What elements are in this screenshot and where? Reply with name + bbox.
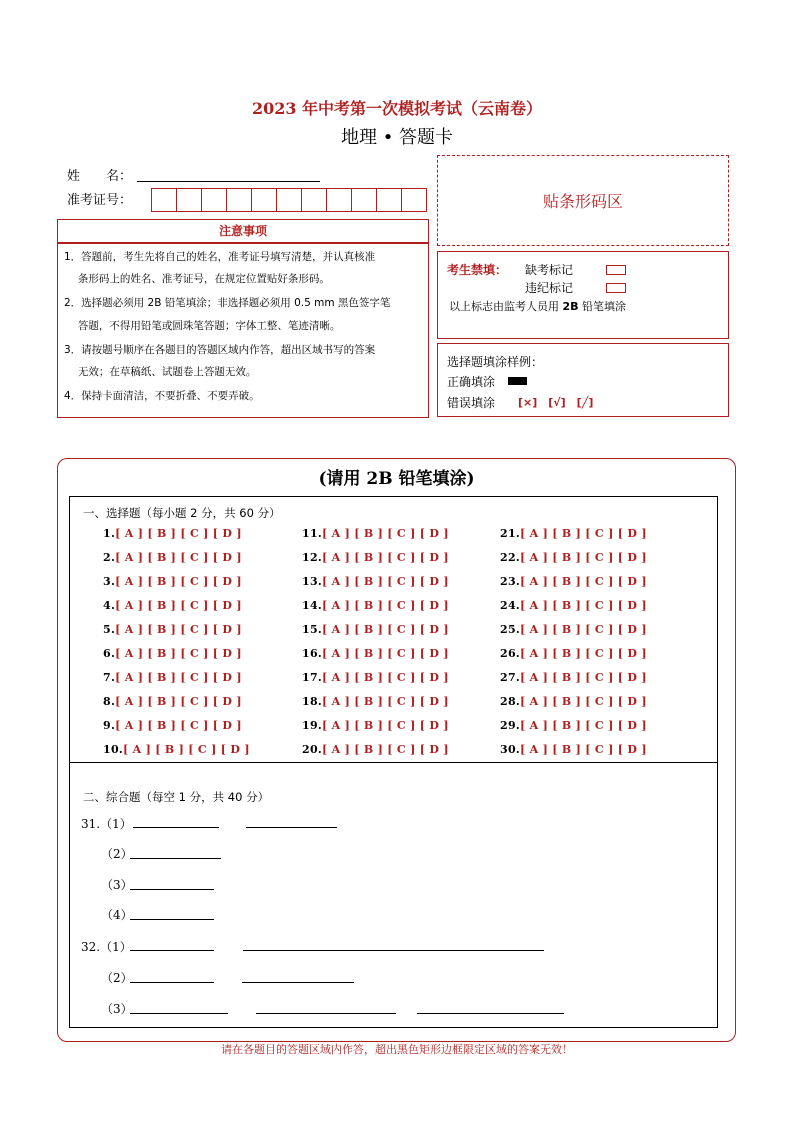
mc-question[interactable] xyxy=(302,671,449,684)
q32-2-blank-a[interactable] xyxy=(130,982,214,983)
mc-options[interactable]: [ A ] [ B ] [ C ] [ D ] xyxy=(322,647,449,660)
mc-options[interactable]: [ A ] [ B ] [ C ] [ D ] xyxy=(115,599,242,612)
mc-question[interactable] xyxy=(302,623,449,636)
mc-question-number: 1. xyxy=(103,527,116,540)
q31-3-label: （3） xyxy=(101,878,133,892)
barcode-area: 贴条形码区 xyxy=(437,155,729,246)
mc-question[interactable] xyxy=(103,671,242,684)
mc-question[interactable] xyxy=(302,551,449,564)
mc-question[interactable] xyxy=(103,743,250,756)
mc-question[interactable] xyxy=(500,599,647,612)
mc-question-number: 4. xyxy=(103,599,116,612)
mc-question-number: 23. xyxy=(500,575,521,588)
notes-box xyxy=(57,243,429,418)
mc-options[interactable]: [ A ] [ B ] [ C ] [ D ] xyxy=(123,743,250,756)
mc-question-number: 20. xyxy=(302,743,323,756)
mc-options[interactable]: [ A ] [ B ] [ C ] [ D ] xyxy=(322,743,449,756)
mc-question[interactable] xyxy=(103,599,242,612)
mc-options[interactable]: [ A ] [ B ] [ C ] [ D ] xyxy=(115,575,242,588)
mc-options[interactable]: [ A ] [ B ] [ C ] [ D ] xyxy=(520,647,647,660)
id-number-boxes[interactable] xyxy=(151,188,426,212)
mc-options[interactable]: [ A ] [ B ] [ C ] [ D ] xyxy=(520,719,647,732)
mc-options[interactable]: [ A ] [ B ] [ C ] [ D ] xyxy=(520,623,647,636)
mc-options[interactable]: [ A ] [ B ] [ C ] [ D ] xyxy=(322,551,449,564)
section-divider xyxy=(69,762,717,763)
mc-question-number: 24. xyxy=(500,599,521,612)
mc-question[interactable] xyxy=(302,575,449,588)
mc-options[interactable]: [ A ] [ B ] [ C ] [ D ] xyxy=(520,671,647,684)
mc-options[interactable]: [ A ] [ B ] [ C ] [ D ] xyxy=(322,527,449,540)
mc-question-number: 15. xyxy=(302,623,323,636)
mc-options[interactable]: [ A ] [ B ] [ C ] [ D ] xyxy=(520,599,647,612)
mc-question[interactable] xyxy=(500,575,647,588)
id-digit-box[interactable] xyxy=(151,188,177,212)
id-digit-box[interactable] xyxy=(201,188,227,212)
correct-fill-label: 正确填涂 xyxy=(447,375,496,389)
fill-sample-box xyxy=(437,343,729,417)
mc-options[interactable]: [ A ] [ B ] [ C ] [ D ] xyxy=(322,695,449,708)
q32-2-blank-b[interactable] xyxy=(242,982,354,983)
mc-options[interactable]: [ A ] [ B ] [ C ] [ D ] xyxy=(322,599,449,612)
q31-2-blank[interactable] xyxy=(130,858,221,859)
forbidden-note xyxy=(449,298,626,314)
section1-title: 一、选择题（每小题 2 分，共 60 分） xyxy=(83,506,281,520)
mc-question[interactable] xyxy=(302,527,449,540)
mc-question[interactable] xyxy=(103,551,242,564)
mc-question[interactable] xyxy=(500,623,647,636)
mc-options[interactable]: [ A ] [ B ] [ C ] [ D ] xyxy=(520,527,647,540)
wrong-fill-label: 错误填涂 xyxy=(447,396,496,410)
mc-question[interactable] xyxy=(500,527,647,540)
mc-question-number: 28. xyxy=(500,695,521,708)
id-digit-box[interactable] xyxy=(376,188,402,212)
q31-2-label: （2） xyxy=(101,847,133,861)
mc-question-number: 16. xyxy=(302,647,323,660)
mc-question-number: 3. xyxy=(103,575,116,588)
mc-options[interactable]: [ A ] [ B ] [ C ] [ D ] xyxy=(520,575,647,588)
name-label: 姓 名： xyxy=(67,169,133,184)
mc-options[interactable]: [ A ] [ B ] [ C ] [ D ] xyxy=(520,551,647,564)
absent-mark-label: 缺考标记 xyxy=(525,263,574,277)
forbidden-note-suffix: 铅笔填涂 xyxy=(582,300,627,313)
id-digit-box[interactable] xyxy=(301,188,327,212)
mc-question[interactable] xyxy=(103,527,242,540)
forbidden-note-prefix: 以上标志由监考人员用 xyxy=(449,300,559,313)
q32-3-blank-c[interactable] xyxy=(417,1013,564,1014)
mc-options[interactable]: [ A ] [ B ] [ C ] [ D ] xyxy=(115,719,242,732)
mc-question-number: 18. xyxy=(302,695,323,708)
mc-question-number: 6. xyxy=(103,647,116,660)
section2-title: 二、综合题（每空 1 分，共 40 分） xyxy=(83,790,270,804)
mc-question[interactable] xyxy=(302,599,449,612)
notes-item: 条形码上的姓名、准考证号，在规定位置贴好条形码。 xyxy=(64,273,330,285)
q32-3-blank-b[interactable] xyxy=(256,1013,396,1014)
mc-question-number: 2. xyxy=(103,551,116,564)
mc-question-number: 14. xyxy=(302,599,323,612)
mc-question-number: 21. xyxy=(500,527,521,540)
mc-question-number: 27. xyxy=(500,671,521,684)
mc-options[interactable]: [ A ] [ B ] [ C ] [ D ] xyxy=(115,623,242,636)
mc-question[interactable] xyxy=(103,623,242,636)
mc-question-number: 19. xyxy=(302,719,323,732)
q31-4-blank[interactable] xyxy=(130,919,214,920)
q32-3-blank-a[interactable] xyxy=(130,1013,228,1014)
mc-question-number: 22. xyxy=(500,551,521,564)
q31-1-label: 31.（1） xyxy=(81,817,132,831)
exam-subtitle: 地理 • 答题卡 xyxy=(340,127,454,148)
mc-question[interactable] xyxy=(500,551,647,564)
mc-options[interactable]: [ A ] [ B ] [ C ] [ D ] xyxy=(520,743,647,756)
q31-4-label: （4） xyxy=(101,908,133,922)
id-digit-box[interactable] xyxy=(276,188,302,212)
name-field[interactable] xyxy=(137,180,320,182)
notes-item: 1．答题前，考生先将自己的姓名，准考证号填写清楚，并认真核准 xyxy=(64,251,376,263)
mc-question-number: 7. xyxy=(103,671,116,684)
fill-sample-title: 选择题填涂样例： xyxy=(447,355,544,369)
id-digit-box[interactable] xyxy=(251,188,277,212)
mc-question-number: 26. xyxy=(500,647,521,660)
exam-title: 2023 年中考第一次模拟考试（云南卷） xyxy=(251,99,543,118)
mc-options[interactable]: [ A ] [ B ] [ C ] [ D ] xyxy=(115,695,242,708)
forbidden-note-bold: 2B xyxy=(562,300,579,313)
mc-options[interactable]: [ A ] [ B ] [ C ] [ D ] xyxy=(322,719,449,732)
mc-question[interactable] xyxy=(500,695,647,708)
id-digit-box[interactable] xyxy=(176,188,202,212)
mc-question-number: 30. xyxy=(500,743,521,756)
mc-question-number: 17. xyxy=(302,671,323,684)
q32-2-label: （2） xyxy=(101,971,133,985)
id-digit-box[interactable] xyxy=(226,188,252,212)
mc-question[interactable] xyxy=(302,647,449,660)
mc-question-number: 29. xyxy=(500,719,521,732)
footer-warning: 请在各题目的答题区域内作答，超出黑色矩形边框限定区域的答案无效！ xyxy=(221,1043,573,1056)
notes-item: 2．选择题必须用 2B 铅笔填涂；非选择题必须用 0.5 mm 黑色签字笔 xyxy=(64,297,391,309)
mc-options[interactable]: [ A ] [ B ] [ C ] [ D ] xyxy=(115,671,242,684)
mc-options[interactable]: [ A ] [ B ] [ C ] [ D ] xyxy=(115,647,242,660)
violation-mark-label: 违纪标记 xyxy=(525,281,574,295)
mc-options[interactable]: [ A ] [ B ] [ C ] [ D ] xyxy=(322,671,449,684)
mc-question-number: 11. xyxy=(302,527,323,540)
mc-question[interactable] xyxy=(103,647,242,660)
mc-question-number: 9. xyxy=(103,719,116,732)
absent-mark-box[interactable] xyxy=(606,265,626,275)
mc-question[interactable] xyxy=(302,743,449,756)
mc-question[interactable] xyxy=(103,575,242,588)
q32-1-blank-a[interactable] xyxy=(130,950,214,951)
notes-item: 无效；在草稿纸、试题卷上答题无效。 xyxy=(64,366,257,378)
mc-question-number: 5. xyxy=(103,623,116,636)
mc-question[interactable] xyxy=(103,695,242,708)
mc-question[interactable] xyxy=(500,647,647,660)
mc-options[interactable]: [ A ] [ B ] [ C ] [ D ] xyxy=(115,551,242,564)
q31-3-blank[interactable] xyxy=(130,889,214,890)
mc-question[interactable] xyxy=(500,743,647,756)
notes-item: 答题，不得用铅笔或圆珠笔答题；字体工整、笔迹清晰。 xyxy=(64,320,341,332)
mc-question-number: 12. xyxy=(302,551,323,564)
id-digit-box[interactable] xyxy=(326,188,352,212)
mc-options[interactable]: [ A ] [ B ] [ C ] [ D ] xyxy=(322,575,449,588)
q31-1-blank-b[interactable] xyxy=(246,827,337,828)
mc-question-number: 25. xyxy=(500,623,521,636)
mc-question[interactable] xyxy=(302,695,449,708)
id-digit-box[interactable] xyxy=(401,188,427,212)
q32-1-blank-b[interactable] xyxy=(243,950,544,951)
violation-mark-box[interactable] xyxy=(606,283,626,293)
notes-heading: 注意事项 xyxy=(57,219,429,243)
mc-options[interactable]: [ A ] [ B ] [ C ] [ D ] xyxy=(322,623,449,636)
mc-question-number: 10. xyxy=(103,743,124,756)
q31-1-blank-a[interactable] xyxy=(133,827,219,828)
mc-question-number: 8. xyxy=(103,695,116,708)
q32-3-label: （3） xyxy=(101,1002,133,1016)
mc-question[interactable] xyxy=(500,671,647,684)
pencil-note: (请用 2B 铅笔填涂) xyxy=(318,469,475,489)
mc-question[interactable] xyxy=(500,719,647,732)
forbidden-label: 考生禁填： xyxy=(447,263,508,277)
id-digit-box[interactable] xyxy=(351,188,377,212)
q32-1-label: 32.（1） xyxy=(81,940,132,954)
mc-question[interactable] xyxy=(103,719,242,732)
mc-options[interactable]: [ A ] [ B ] [ C ] [ D ] xyxy=(115,527,242,540)
id-label: 准考证号： xyxy=(67,193,133,208)
mc-question-number: 13. xyxy=(302,575,323,588)
mc-options[interactable]: [ A ] [ B ] [ C ] [ D ] xyxy=(520,695,647,708)
notes-item: 4．保持卡面清洁，不要折叠、不要弄破。 xyxy=(64,390,260,402)
mc-question[interactable] xyxy=(302,719,449,732)
wrong-fill-marks: [×] [√] [╱] xyxy=(518,396,594,409)
correct-fill-mark xyxy=(508,377,527,385)
notes-item: 3．请按题号顺序在各题目的答题区域内作答，超出区域书写的答案 xyxy=(64,344,376,356)
examiner-only-box xyxy=(437,251,729,339)
